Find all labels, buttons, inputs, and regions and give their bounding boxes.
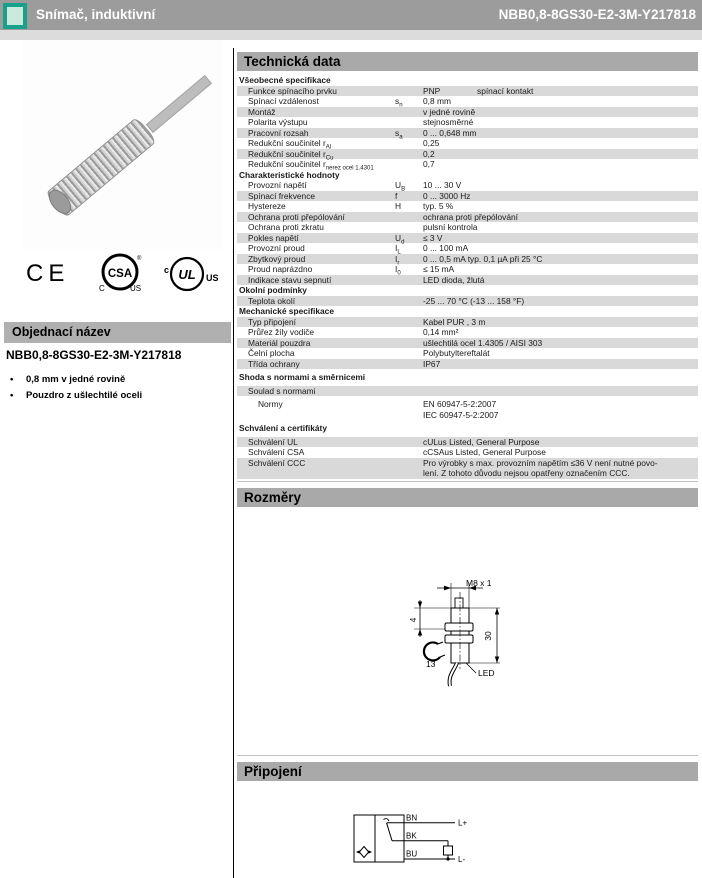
tech-row-value: 0 ... 0,5 mA typ. 0,1 µA při 25 °C — [423, 253, 543, 264]
tech-row-label: Montáž — [248, 106, 276, 117]
section-divider — [237, 481, 698, 482]
terminal-label-lminus: L- — [458, 855, 466, 864]
dimension-drawing — [400, 556, 580, 706]
tech-row — [237, 458, 698, 479]
tech-row-label: Zbytkový proud — [248, 253, 306, 264]
header-part-number: NBB0,8-8GS30-E2-3M-Y217818 — [498, 7, 696, 22]
sensor-tip-outline — [455, 598, 463, 608]
tech-row — [237, 128, 698, 139]
feature-list — [10, 372, 225, 404]
tech-row-label: Průřez žíly vodiče — [248, 327, 315, 337]
tech-row-value: 0,2 — [423, 148, 435, 159]
tech-section-title: Schválení a certifikáty — [239, 423, 327, 433]
svg-text:US: US — [206, 273, 219, 283]
tech-row-label: Teplota okolí — [248, 295, 296, 306]
tech-row-value: cCSAus Listed, General Purpose — [423, 447, 546, 457]
switch-symbol — [384, 819, 393, 841]
tech-row-value: 0,25 — [423, 138, 440, 148]
tech-row-value: typ. 5 % — [423, 201, 454, 211]
tech-row-label: Funkce spínacího prvku — [248, 85, 337, 96]
svg-text:c: c — [164, 265, 170, 275]
tech-row-value: v jedné rovině — [423, 106, 476, 117]
tech-row — [237, 222, 698, 233]
tech-row-label: Schválení CSA — [248, 447, 305, 457]
page-title: Snímač, induktivní — [36, 7, 156, 22]
tech-row-label: Ochrana proti přepólování — [248, 211, 345, 222]
sensor-face-image — [44, 186, 75, 218]
tech-row-value: ≤ 15 mA — [423, 264, 455, 274]
wire-label-bk: BK — [406, 831, 417, 841]
tech-row-label: Schválení CCC — [248, 457, 306, 468]
tech-row-value: 0,14 mm² — [423, 327, 459, 337]
tech-row-label: Redukční součinitel $r_{nerez ocel 1.4301}$ — [248, 159, 374, 172]
wire-label-bu: BU — [406, 849, 418, 859]
tech-row-label: Materiál pouzdra — [248, 337, 311, 348]
wrench-size-label: 13 — [426, 659, 436, 669]
tech-row-symbol: s — [395, 96, 400, 106]
tech-row-value-2: spínací kontakt — [477, 85, 534, 96]
tech-row — [237, 338, 698, 349]
tech-row-value: Kabel PUR , 3 m — [423, 316, 486, 327]
tech-row-symbol: I — [395, 264, 398, 274]
list-item: • 0,8 mm v jedné rovině — [10, 372, 225, 388]
tech-row — [237, 107, 698, 118]
tech-row-label: Polarita výstupu — [248, 117, 308, 127]
tech-row-label: Indikace stavu sepnutí — [248, 274, 332, 285]
tech-row-label: Hystereze — [248, 201, 286, 211]
led-label: LED — [478, 668, 495, 678]
tech-section-title: Charakteristické hodnoty — [239, 169, 340, 180]
tech-row-value: cULus Listed, General Purpose — [423, 436, 540, 447]
tech-row-label: Normy — [258, 399, 283, 409]
page-header — [0, 0, 702, 30]
svg-text:US: US — [130, 284, 142, 293]
junction-dot — [446, 857, 449, 860]
tech-row-value: stejnosměrné — [423, 117, 474, 127]
product-photo — [22, 40, 222, 250]
section-header-dimensions: Rozměry — [237, 488, 698, 507]
column-divider — [233, 48, 234, 878]
tech-row-label: Redukční součinitel r — [248, 138, 326, 148]
tech-row-value: EN 60947-5-2:2007 IEC 60947-5-2:2007 — [423, 399, 499, 420]
tech-row-value: 0 ... 0,648 mm — [423, 127, 477, 138]
bullet-icon: • — [10, 390, 14, 401]
list-item: • Pouzdro z ušlechtilé oceli — [10, 388, 225, 404]
tech-row — [237, 117, 698, 128]
tech-row — [237, 243, 698, 254]
order-name-header: Objednací název — [4, 322, 231, 343]
brand-square-icon — [3, 3, 27, 29]
tech-row-label: Typ připojení — [248, 316, 296, 327]
tech-row — [237, 348, 698, 359]
tech-row-symbol: $I_r$ — [395, 253, 400, 267]
tech-row-value: 10 ... 30 V — [423, 180, 462, 190]
section-header-connection: Připojení — [237, 762, 698, 781]
tech-row — [237, 317, 698, 328]
tech-row-label: Schválení UL — [248, 436, 298, 447]
tech-section-title: Mechanické specifikace — [239, 306, 334, 316]
tech-row — [237, 447, 698, 458]
tech-row-value: pulsní kontrola — [423, 222, 478, 232]
hex-nut-outline — [445, 623, 473, 631]
certification-marks — [20, 248, 225, 298]
tech-section-title: Okolní podmínky — [239, 285, 307, 295]
tech-row — [237, 296, 698, 307]
tech-row-symbol: I — [395, 243, 398, 253]
tech-row — [237, 149, 698, 160]
sensor-cable-image — [146, 75, 212, 133]
tech-row — [237, 264, 698, 275]
section-header-technical-data: Technická data — [237, 52, 698, 71]
csa-mark-icon — [99, 255, 142, 293]
tech-row-label: Spínací vzdálenost — [248, 96, 319, 106]
sensor-barrel-image — [45, 117, 157, 219]
tech-row-value: 0,8 mm — [423, 96, 451, 106]
wiring-diagram — [340, 800, 480, 870]
tech-row-label: Pracovní rozsah — [248, 127, 309, 138]
tech-row — [237, 180, 698, 191]
tech-row-label: Ochrana proti zkratu — [248, 222, 324, 232]
tech-row-value: ochrana proti přepólování — [423, 211, 518, 222]
ce-mark-icon: CE — [26, 260, 70, 287]
tech-row-symbol: $s_a$ — [395, 127, 403, 141]
wire-label-bn: BN — [406, 813, 418, 823]
tech-row-label: Soulad s normami — [248, 385, 316, 396]
tech-row-value: LED dioda, žlutá — [423, 274, 485, 285]
svg-text:®: ® — [137, 256, 142, 262]
tech-row-symbol: U — [395, 180, 402, 190]
tech-row — [237, 96, 698, 107]
tech-row — [237, 159, 698, 170]
tech-row-value: IP67 — [423, 358, 441, 369]
ul-mark-icon — [164, 258, 219, 290]
tech-row — [237, 212, 698, 223]
svg-text:UL: UL — [178, 267, 196, 282]
tech-row — [237, 201, 698, 212]
tech-row-label: Třída ochrany — [248, 358, 300, 369]
thread-size-label: M8 x 1 — [466, 578, 492, 588]
tech-row-symbol: f — [395, 190, 398, 201]
tech-row-symbol: H — [395, 201, 402, 211]
tech-row — [237, 386, 698, 397]
tech-row — [237, 399, 698, 420]
tech-row — [237, 138, 698, 149]
tech-row — [237, 254, 698, 265]
tech-row — [237, 191, 698, 202]
inductive-sensor-symbol — [356, 847, 372, 858]
tech-row-label: Pokles napětí — [248, 232, 299, 243]
terminal-label-lplus: L+ — [458, 818, 468, 828]
tech-row-value: Pro výrobky s max. provozním napětím ≤36 V není nutné povo- lení. Z tohoto důvodu nejsou opatřeny označením CCC. — [423, 457, 658, 478]
svg-text:C: C — [99, 284, 105, 293]
page-background-strip — [0, 30, 702, 40]
tech-row — [237, 233, 698, 244]
hex-nut-outline — [445, 635, 473, 643]
tech-row-label: Proud naprázdno — [248, 264, 313, 274]
order-number: NBB0,8-8GS30-E2-3M-Y217818 — [6, 348, 182, 362]
tech-row-symbol: $U_d$ — [395, 232, 405, 246]
tech-section-title: Shoda s normami a směrnicemi — [239, 372, 366, 382]
tip-dimension-label: 4 — [408, 617, 418, 623]
tech-row-label: Čelní plocha — [248, 348, 295, 358]
tech-row — [237, 275, 698, 286]
tech-row-label: Redukční součinitel $r_{Cu}$ — [248, 148, 334, 162]
tech-row — [237, 327, 698, 338]
tech-row — [237, 359, 698, 370]
svg-text:CSA: CSA — [107, 268, 133, 280]
tech-row-value: ušlechtilá ocel 1.4305 / AISI 303 — [423, 337, 543, 348]
tech-row-value: Polybutyltereftalát — [423, 348, 490, 358]
section-divider — [237, 755, 698, 756]
tech-section-title: Všeobecné specifikace — [239, 75, 331, 85]
tech-row-value: 0,7 — [423, 159, 435, 169]
load-symbol — [444, 846, 453, 855]
tech-row-label: Provozní napětí — [248, 180, 307, 190]
bullet-icon: • — [10, 374, 14, 385]
tech-row-value: PNP — [423, 85, 441, 96]
tech-row-value: ≤ 3 V — [423, 232, 443, 243]
tech-row-label: Provozní proud — [248, 243, 305, 253]
wrench-icon — [424, 642, 445, 660]
tech-row-value: 0 ... 100 mA — [423, 243, 469, 253]
tech-row — [237, 437, 698, 448]
tech-row-value: -25 ... 70 °C (-13 ... 158 °F) — [423, 295, 525, 306]
tech-row — [237, 86, 698, 97]
tech-row-label: Spínací frekvence — [248, 190, 316, 201]
length-dimension-label: 30 — [483, 631, 493, 641]
tech-row-value: 0 ... 3000 Hz — [423, 190, 471, 201]
technical-data-table — [237, 75, 698, 479]
